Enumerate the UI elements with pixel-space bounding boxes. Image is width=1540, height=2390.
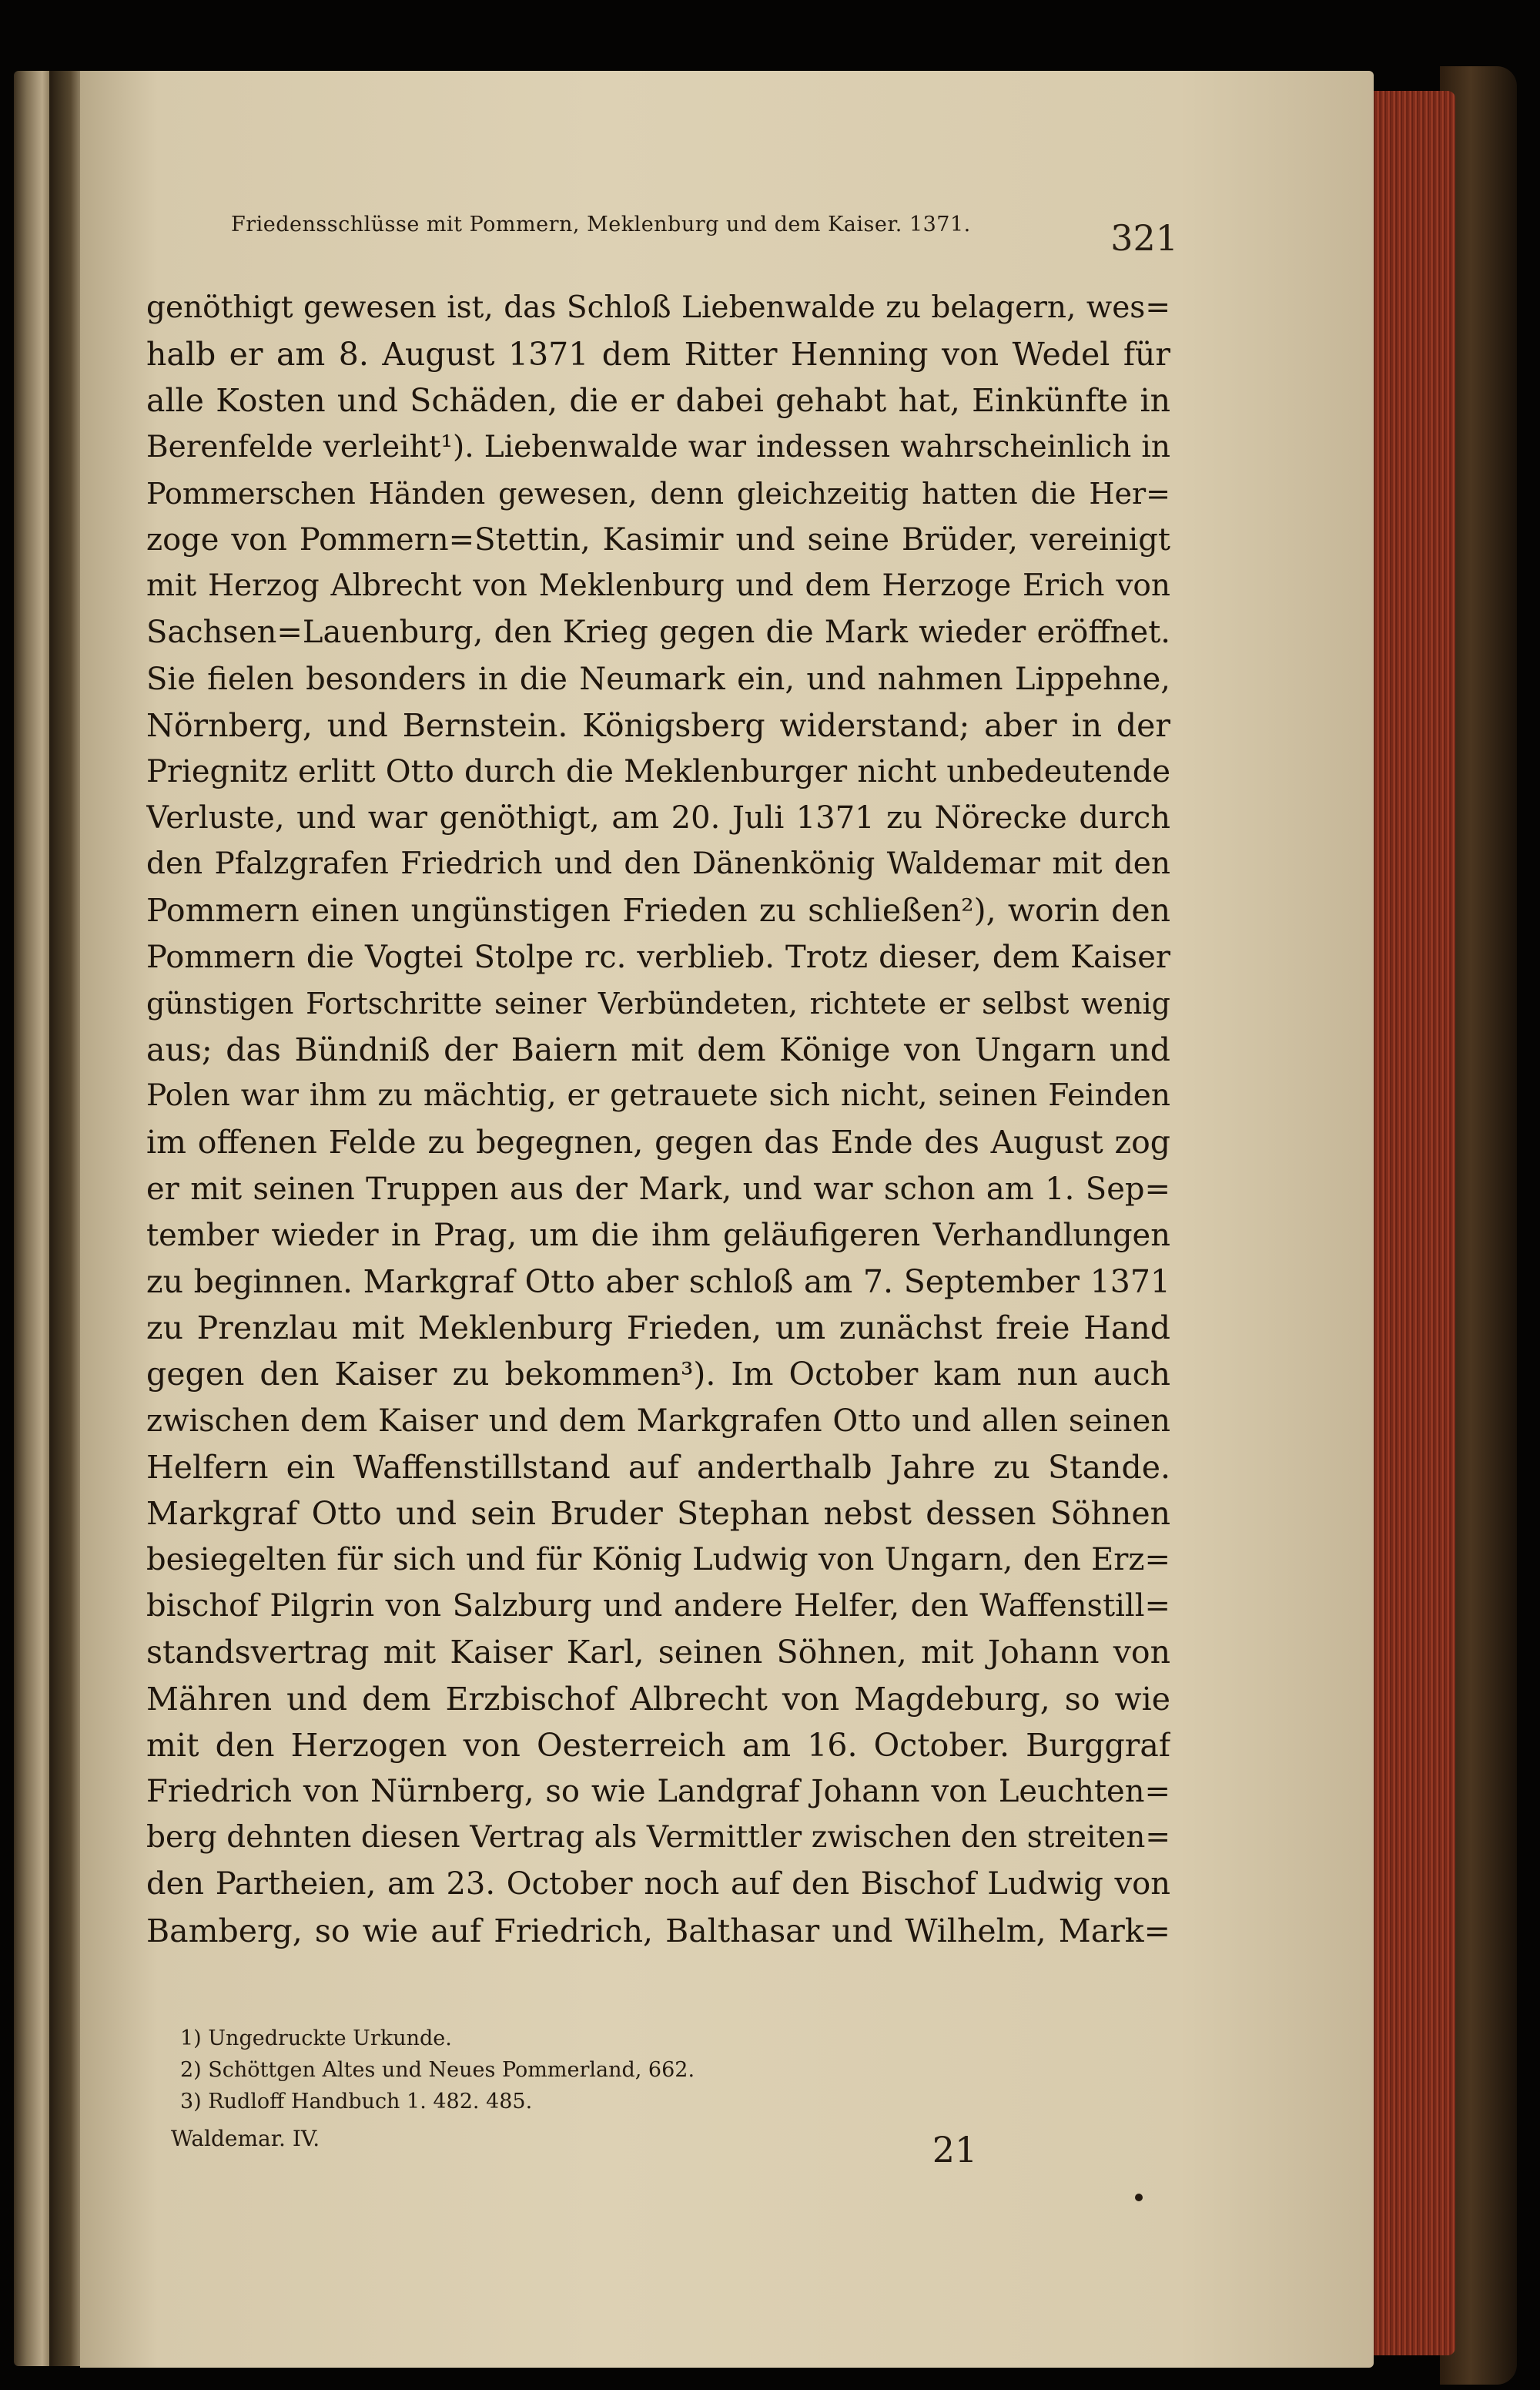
text-line: gegen den Kaiser zu bekommen³). Im October kam nun auch xyxy=(146,1356,1170,1393)
text-line: bischof Pilgrin von Salzburg und andere Helfer, den Waffenstill= xyxy=(146,1588,1170,1624)
running-header: Friedensschlüsse mit Pommern, Meklenburg und dem Kaiser. 1371. xyxy=(231,213,971,236)
text-line: zwischen dem Kaiser und dem Markgrafen Otto und allen seinen xyxy=(146,1403,1170,1439)
text-line: Mähren und dem Erzbischof Albrecht von Magdeburg, so wie xyxy=(146,1680,1170,1718)
signature-title: Waldemar. IV. xyxy=(171,2126,320,2151)
text-line: Berenfelde verleiht¹). Liebenwalde war indessen wahrscheinlich in xyxy=(146,429,1170,464)
text-line: Helfern ein Waffenstillstand auf anderthalb Jahre zu Stande. xyxy=(146,1448,1170,1486)
text-line: zu Prenzlau mit Meklenburg Frieden, um zunächst freie Hand xyxy=(146,1309,1170,1347)
text-line: aus; das Bündniß der Baiern mit dem Könige von Ungarn und xyxy=(146,1031,1170,1068)
text-line: mit den Herzogen von Oesterreich am 16. October. Burggraf xyxy=(146,1726,1170,1764)
text-line: Nörnberg, und Bernstein. Königsberg widerstand; aber in der xyxy=(146,706,1170,744)
page-number: 321 xyxy=(1110,217,1178,259)
text-line: Verluste, und war genöthigt, am 20. Juli 1371 zu Nörecke durch xyxy=(146,800,1170,836)
page-edges-red xyxy=(1371,91,1455,2355)
text-line: zu beginnen. Markgraf Otto aber schloß am 7. September 1371 xyxy=(146,1262,1170,1300)
text-line: den Partheien, am 23. October noch auf den Bischof Ludwig von xyxy=(146,1866,1170,1902)
text-line: genöthigt gewesen ist, das Schloß Liebenwalde zu belagern, wes= xyxy=(146,290,1170,325)
footnote: 1) Ungedruckte Urkunde. xyxy=(180,2026,452,2050)
text-line: Priegnitz erlitt Otto durch die Meklenburger nicht unbedeutende xyxy=(146,753,1170,789)
text-line: besiegelten für sich und für König Ludwig von Ungarn, den Erz= xyxy=(146,1542,1170,1578)
text-line: standsvertrag mit Kaiser Karl, seinen Söhnen, mit Johann von xyxy=(146,1634,1170,1671)
text-line: Bamberg, so wie auf Friedrich, Balthasar und Wilhelm, Mark= xyxy=(146,1912,1170,1949)
text-line: zoge von Pommern=Stettin, Kasimir und seine Brüder, vereinigt xyxy=(146,521,1170,558)
text-line: er mit seinen Truppen aus der Mark, und war schon am 1. Sep= xyxy=(146,1171,1170,1207)
text-line: Sie fielen besonders in die Neumark ein, und nahmen Lippehne, xyxy=(146,661,1170,697)
text-line: günstigen Fortschritte seiner Verbündeten, richtete er selbst wenig xyxy=(146,986,1170,1021)
text-line: Pommern einen ungünstigen Frieden zu schließen²), worin den xyxy=(146,892,1170,930)
text-line: tember wieder in Prag, um die ihm geläufigeren Verhandlungen xyxy=(146,1217,1170,1253)
text-line: im offenen Felde zu begegnen, gegen das Ende des August zog xyxy=(146,1124,1170,1161)
signature-sheet-number: 21 xyxy=(932,2129,978,2170)
text-line: Polen war ihm zu mächtig, er getrauete sich nicht, seinen Feinden xyxy=(146,1078,1170,1114)
footnotes xyxy=(180,2023,873,2130)
previous-page-edge xyxy=(14,71,49,2366)
text-line: berg dehnten diesen Vertrag als Vermittler zwischen den streiten= xyxy=(146,1820,1170,1855)
text-line: halb er am 8. August 1371 dem Ritter Henning von Wedel für xyxy=(146,336,1170,374)
text-line: Pommerschen Händen gewesen, denn gleichzeitig hatten die Her= xyxy=(146,476,1170,511)
text-line: Sachsen=Lauenburg, den Krieg gegen die Mark wieder eröffnet. xyxy=(146,615,1170,651)
footnote: 2) Schöttgen Altes und Neues Pommerland, 662. xyxy=(180,2058,695,2082)
text-line: mit Herzog Albrecht von Meklenburg und dem Herzoge Erich von xyxy=(146,568,1170,604)
text-line: Markgraf Otto und sein Bruder Stephan nebst dessen Söhnen xyxy=(146,1494,1170,1532)
footnote: 3) Rudloff Handbuch 1. 482. 485. xyxy=(180,2090,533,2113)
text-line: Friedrich von Nürnberg, so wie Landgraf Johann von Leuchten= xyxy=(146,1774,1170,1809)
ink-speck xyxy=(1135,2194,1143,2201)
text-line: Pommern die Vogtei Stolpe rc. verblieb. Trotz dieser, dem Kaiser xyxy=(146,939,1170,975)
body-text xyxy=(146,285,1170,1964)
text-line: alle Kosten und Schäden, die er dabei gehabt hat, Einkünfte in xyxy=(146,382,1170,420)
text-line: den Pfalzgrafen Friedrich und den Dänenkönig Waldemar mit den xyxy=(146,846,1170,882)
